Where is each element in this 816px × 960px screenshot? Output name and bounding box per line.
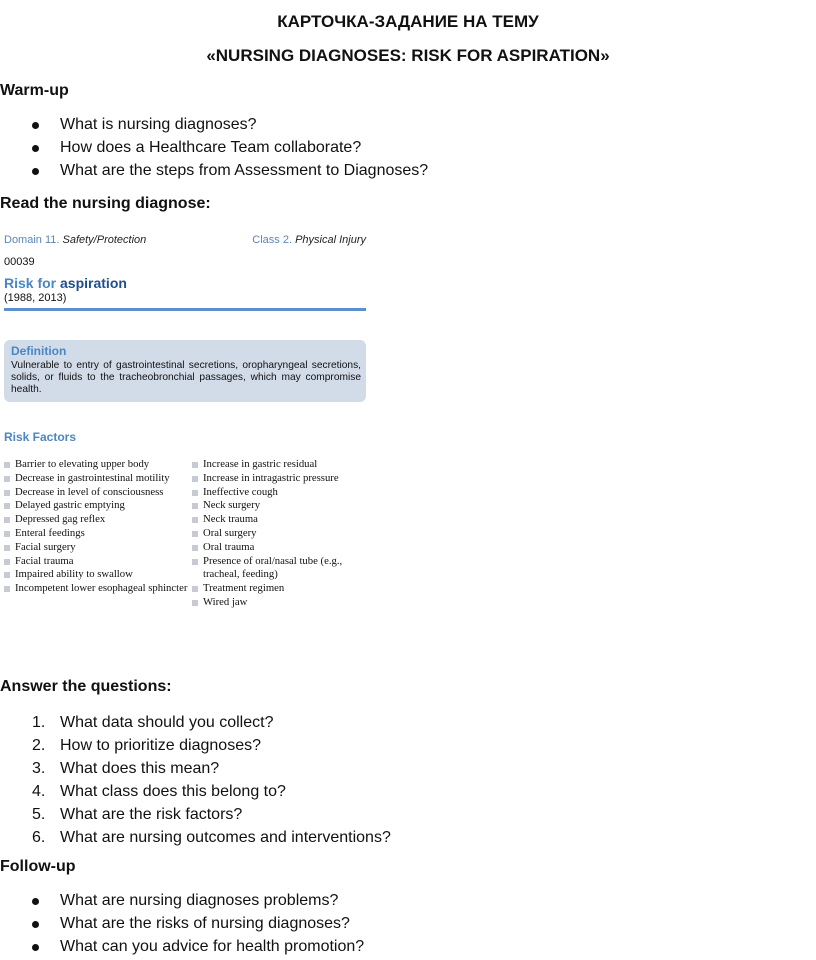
bullet-icon bbox=[4, 545, 10, 551]
list-item: Treatment regimen bbox=[192, 582, 362, 596]
list-item: Barrier to elevating upper body bbox=[4, 458, 189, 472]
definition-heading: Definition bbox=[11, 344, 67, 358]
list-item: What are the steps from Assessment to Diagnoses? bbox=[32, 159, 428, 182]
definition-text: Vulnerable to entry of gastrointestinal secretions, oropharyngeal secretions, solids, or fluids to the tracheobronchial passages, which may compromise health. bbox=[11, 360, 361, 395]
followup-list bbox=[32, 889, 364, 958]
divider bbox=[4, 308, 366, 311]
followup-heading: Follow-up bbox=[0, 858, 76, 875]
list-item: 5. What are the risk factors? bbox=[32, 806, 243, 823]
bullet-icon bbox=[192, 517, 198, 523]
class-label: Class 2. bbox=[252, 234, 293, 246]
list-item: Oral surgery bbox=[192, 527, 362, 541]
bullet-icon bbox=[192, 545, 198, 551]
bullet-icon bbox=[4, 586, 10, 592]
bullet-icon bbox=[32, 944, 39, 951]
bullet-icon bbox=[192, 476, 198, 482]
list-item: Wired jaw bbox=[192, 596, 362, 610]
list-item: Depressed gag reflex bbox=[4, 513, 189, 527]
bullet-icon bbox=[32, 145, 39, 152]
bullet-icon bbox=[192, 462, 198, 468]
list-item: Decrease in level of consciousness bbox=[4, 486, 189, 500]
page-title-line2: «NURSING DIAGNOSES: RISK FOR ASPIRATION» bbox=[206, 46, 610, 65]
list-item: Delayed gastric emptying bbox=[4, 499, 189, 513]
bullet-icon bbox=[192, 586, 198, 592]
warmup-list bbox=[32, 113, 428, 182]
bullet-icon bbox=[32, 168, 39, 175]
list-item: Incompetent lower esophageal sphincter bbox=[4, 582, 189, 596]
list-item: Enteral feedings bbox=[4, 527, 189, 541]
bullet-icon bbox=[192, 503, 198, 509]
bullet-icon bbox=[192, 531, 198, 537]
list-item: What are the risks of nursing diagnoses? bbox=[32, 912, 364, 935]
page-title-line1: КАРТОЧКА-ЗАДАНИЕ НА ТЕМУ bbox=[277, 12, 539, 31]
warmup-heading: Warm-up bbox=[0, 82, 69, 99]
bullet-icon bbox=[32, 921, 39, 928]
list-item: Facial surgery bbox=[4, 541, 189, 555]
list-item: 2. How to prioritize diagnoses? bbox=[32, 737, 261, 754]
read-heading: Read the nursing diagnose: bbox=[0, 195, 211, 212]
diagnosis-main: aspiration bbox=[60, 275, 127, 291]
bullet-icon bbox=[4, 517, 10, 523]
list-item: Presence of oral/nasal tube (e.g., tracheal, feeding) bbox=[192, 555, 362, 583]
bullet-icon bbox=[4, 490, 10, 496]
list-item: Neck trauma bbox=[192, 513, 362, 527]
list-item: 6. What are nursing outcomes and interventions? bbox=[32, 829, 391, 846]
bullet-icon bbox=[192, 559, 198, 565]
list-item: 3. What does this mean? bbox=[32, 760, 220, 777]
bullet-icon bbox=[4, 503, 10, 509]
list-item: What is nursing diagnoses? bbox=[32, 113, 428, 136]
list-item: What are nursing diagnoses problems? bbox=[32, 889, 364, 912]
diagnosis-code: 00039 bbox=[4, 256, 35, 268]
bullet-icon bbox=[4, 531, 10, 537]
bullet-icon bbox=[32, 122, 39, 129]
domain-value: Safety/Protection bbox=[62, 234, 147, 246]
list-item: 4. What class does this belong to? bbox=[32, 783, 286, 800]
diagnosis-card bbox=[0, 228, 372, 648]
bullet-icon bbox=[4, 462, 10, 468]
risk-factors-column-1 bbox=[4, 458, 189, 596]
definition-box bbox=[4, 340, 366, 402]
list-item: Impaired ability to swallow bbox=[4, 568, 189, 582]
list-item: 1. What data should you collect? bbox=[32, 714, 274, 731]
bullet-icon bbox=[32, 898, 39, 905]
bullet-icon bbox=[4, 476, 10, 482]
domain-label: Domain 11. bbox=[4, 234, 60, 246]
diagnosis-title bbox=[4, 275, 127, 291]
bullet-icon bbox=[192, 490, 198, 496]
list-item: Oral trauma bbox=[192, 541, 362, 555]
risk-factors-column-2 bbox=[192, 458, 362, 610]
diagnosis-prefix: Risk for bbox=[4, 275, 57, 291]
list-item: How does a Healthcare Team collaborate? bbox=[32, 136, 428, 159]
list-item: Increase in gastric residual bbox=[192, 458, 362, 472]
list-item: Neck surgery bbox=[192, 499, 362, 513]
list-item: Ineffective cough bbox=[192, 486, 362, 500]
diagnosis-years: (1988, 2013) bbox=[4, 292, 67, 304]
list-item: Facial trauma bbox=[4, 555, 189, 569]
bullet-icon bbox=[192, 600, 198, 606]
bullet-icon bbox=[4, 572, 10, 578]
list-item: What can you advice for health promotion? bbox=[32, 935, 364, 958]
bullet-icon bbox=[4, 559, 10, 565]
domain-class-row bbox=[4, 234, 366, 246]
list-item: Increase in intragastric pressure bbox=[192, 472, 362, 486]
risk-factors-heading: Risk Factors bbox=[4, 430, 77, 444]
answer-list bbox=[32, 711, 391, 849]
class-value: Physical Injury bbox=[295, 234, 366, 246]
list-item: Decrease in gastrointestinal motility bbox=[4, 472, 189, 486]
answer-heading: Answer the questions: bbox=[0, 678, 172, 695]
